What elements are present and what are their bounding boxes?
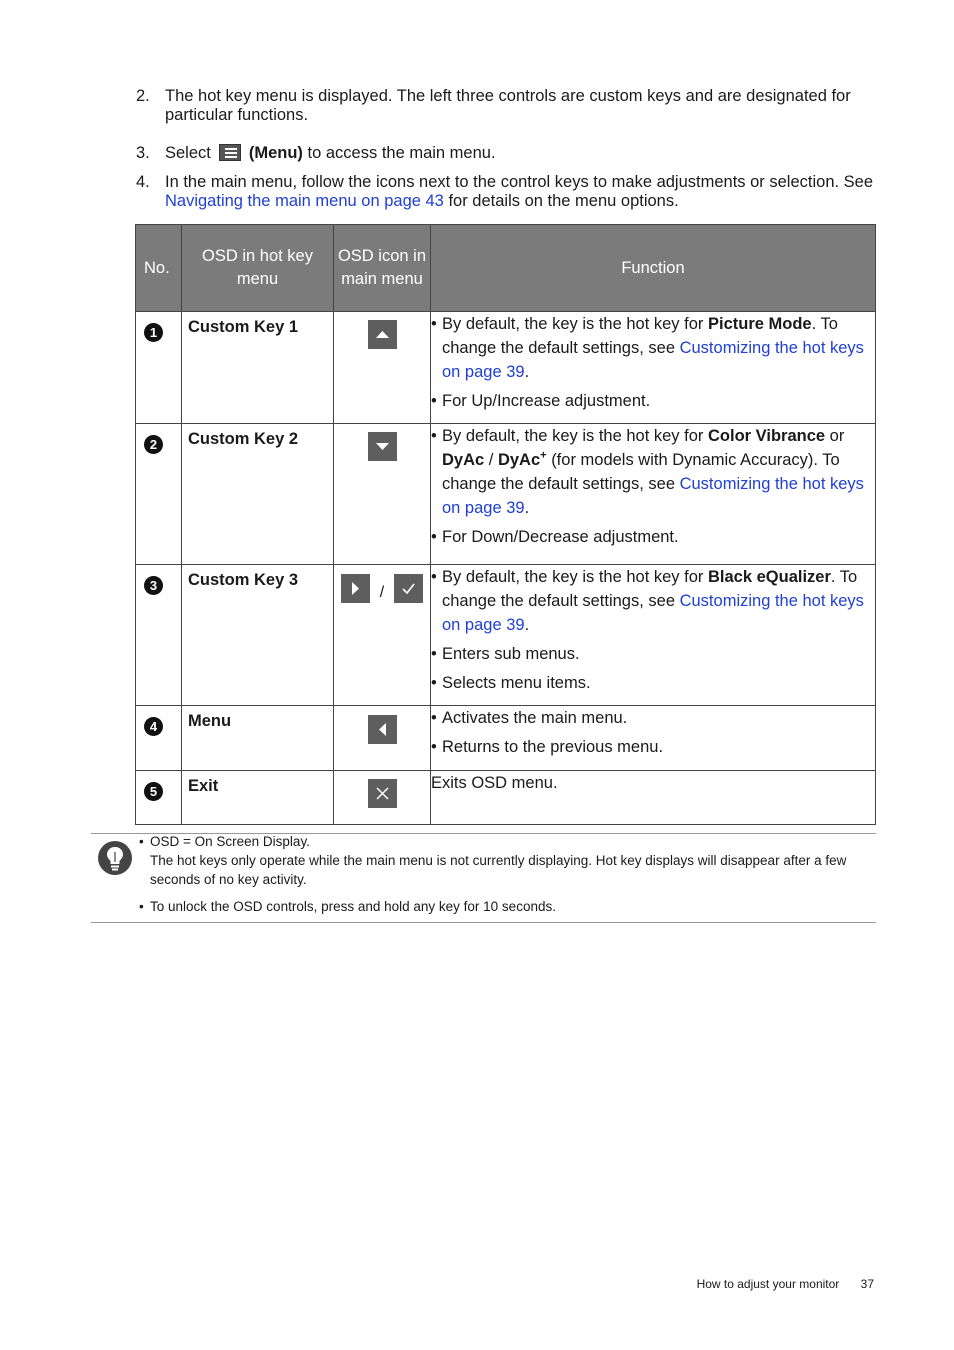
function-item: • Returns to the previous menu. [431, 735, 875, 759]
table-row [136, 771, 876, 825]
hot-key-table [135, 224, 876, 825]
note-text [139, 832, 876, 916]
function-item: • Enters sub menus. [431, 642, 875, 666]
menu-icon [219, 144, 241, 161]
function-item: Exits OSD menu. [431, 774, 558, 792]
row-number-badge: 4 [144, 717, 163, 736]
row-number-badge: 1 [144, 323, 163, 342]
key-name: Custom Key 2 [188, 430, 299, 448]
table-row [136, 706, 876, 771]
function-item: • Selects menu items. [431, 671, 875, 695]
step-text: The hot key menu is displayed. The left three controls are custom keys and are designated for particular functions. [165, 87, 851, 124]
header-osd-icon: OSD icon in main menu [334, 225, 431, 312]
step-4 [136, 173, 876, 211]
right-arrow-icon [341, 574, 370, 603]
function-item: • By default, the key is the hot key for Color Vibrance or DyAc / DyAc+ (for models with Dynamic Accuracy). To change the default settings, see Customizing the hot keys on page 39. [431, 424, 875, 520]
row-number-badge: 3 [144, 576, 163, 595]
step-number: 4. [136, 173, 150, 191]
key-name: Custom Key 3 [188, 571, 299, 589]
step-text-post: for details on the menu options. [448, 192, 679, 210]
step-3 [136, 144, 876, 163]
note-line-unlock: • To unlock the OSD controls, press and hold any key for 10 seconds. [139, 897, 876, 916]
up-arrow-icon [368, 320, 397, 349]
footer-section-title: How to adjust your monitor [696, 1277, 840, 1291]
customizing-hot-keys-link[interactable]: Customizing the hot keys on page 39 [442, 475, 864, 517]
icon-separator: / [379, 584, 385, 601]
close-icon [368, 779, 397, 808]
header-function: Function [431, 225, 876, 312]
note-bottom-rule [91, 922, 876, 923]
row-number-badge: 5 [144, 782, 163, 801]
step-text-pre: Select [165, 144, 211, 162]
function-item: • For Down/Decrease adjustment. [431, 525, 875, 549]
function-item: • By default, the key is the hot key for Picture Mode. To change the default settings, see Customizing the hot keys on page 39. [431, 312, 875, 384]
step-text-pre: In the main menu, follow the icons next to the control keys to make adjustments or selection. See [165, 173, 874, 191]
table-header-row [136, 225, 876, 312]
down-arrow-icon [368, 432, 397, 461]
note-line-hot-keys: The hot keys only operate while the main menu is not currently displaying. Hot key displays will disappear after a few seconds of no key activity. [150, 853, 847, 887]
header-no: No. [136, 225, 182, 312]
table-row [136, 312, 876, 424]
function-item: • For Up/Increase adjustment. [431, 389, 875, 413]
navigating-main-menu-link[interactable]: Navigating the main menu on page 43 [165, 192, 444, 210]
key-name: Menu [188, 712, 232, 730]
page-number: 37 [860, 1277, 874, 1291]
row-number-badge: 2 [144, 435, 163, 454]
note-line-osd: • OSD = On Screen Display. [139, 832, 876, 851]
key-name: Exit [188, 777, 219, 795]
table-row [136, 424, 876, 565]
customizing-hot-keys-link[interactable]: Customizing the hot keys on page 39 [442, 339, 864, 381]
page-footer [697, 1277, 874, 1291]
step-text-post: to access the main menu. [307, 144, 496, 162]
step-number: 3. [136, 144, 150, 162]
function-item: • Activates the main menu. [431, 706, 875, 730]
key-name: Custom Key 1 [188, 318, 299, 336]
function-item: • By default, the key is the hot key for Black eQualizer. To change the default settings, see Customizing the hot keys on page 39. [431, 565, 875, 637]
check-icon [394, 574, 423, 603]
step-2 [136, 87, 876, 125]
customizing-hot-keys-link[interactable]: Customizing the hot keys on page 39 [442, 592, 864, 634]
step-number: 2. [136, 87, 150, 105]
left-arrow-icon [368, 715, 397, 744]
lightbulb-note-icon [97, 840, 133, 881]
step-text-bold: (Menu) [248, 144, 303, 162]
header-osd-hot-key: OSD in hot key menu [182, 225, 334, 312]
table-row [136, 565, 876, 706]
